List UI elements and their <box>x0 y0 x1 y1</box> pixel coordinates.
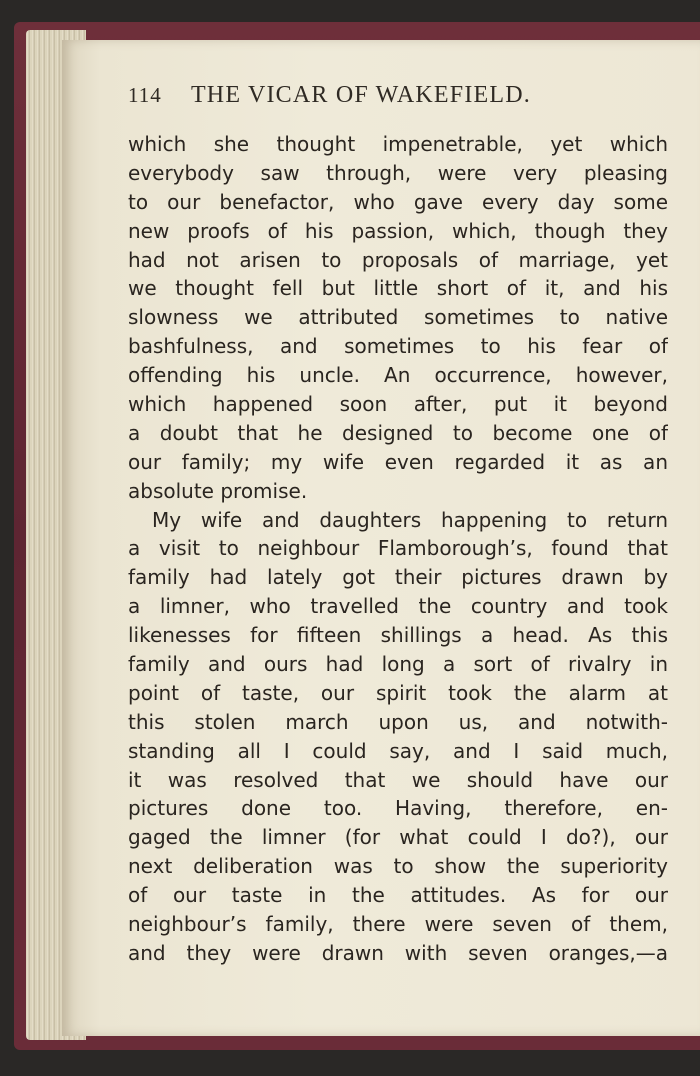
text-line: slowness we attributed sometimes to native <box>128 305 668 330</box>
text-line: a limner, who travelled the country and took <box>128 594 668 619</box>
text-line: a doubt that he designed to become one of <box>128 420 668 445</box>
text-line: we thought fell but little short of it, and his <box>128 276 668 301</box>
text-line: family and ours had long a sort of rivalry in <box>128 652 668 677</box>
text-line: offending his uncle. An occurrence, however, <box>128 363 668 388</box>
running-title: THE VICAR OF WAKEFIELD. <box>190 82 531 108</box>
text-line: had not arisen to proposals of marriage, yet <box>128 247 668 272</box>
text-line: it was resolved that we should have our <box>128 767 668 792</box>
text-line: to our benefactor, who gave every day some <box>128 189 668 214</box>
text-line: pictures done too. Having, therefore, en- <box>128 796 668 821</box>
text-line: which happened soon after, put it beyond <box>128 392 668 417</box>
page-number: 114 <box>128 83 162 107</box>
text-line: everybody saw through, were very pleasing <box>128 160 668 185</box>
text-line: standing all I could say, and I said much, <box>128 738 668 763</box>
text-line: neighbour’s family, there were seven of them, <box>128 912 668 937</box>
text-line: new proofs of his passion, which, though they <box>128 218 668 243</box>
text-line: gaged the limner (for what could I do?), our <box>128 825 668 850</box>
text-line: absolute promise. <box>128 478 308 503</box>
text-line: point of taste, our spirit took the alarm at <box>128 680 668 705</box>
body-text <box>128 130 668 968</box>
text-line: My wife and daughters happening to return <box>152 507 668 532</box>
text-line: bashfulness, and sometimes to his fear of <box>128 334 668 359</box>
text-line: of our taste in the attitudes. As for our <box>128 883 668 908</box>
text-line: a visit to neighbour Flamborough’s, found that <box>128 536 668 561</box>
text-line: this stolen march upon us, and notwith- <box>128 709 668 734</box>
text-line: our family; my wife even regarded it as an <box>128 449 668 474</box>
text-line: family had lately got their pictures drawn by <box>128 565 668 590</box>
text-line: and they were drawn with seven oranges,—a <box>128 940 668 965</box>
text-line: next deliberation was to show the superiority <box>128 854 668 879</box>
text-line: which she thought impenetrable, yet which <box>128 132 668 156</box>
text-line: likenesses for fifteen shillings a head. As this <box>128 623 668 648</box>
running-header <box>128 82 688 116</box>
